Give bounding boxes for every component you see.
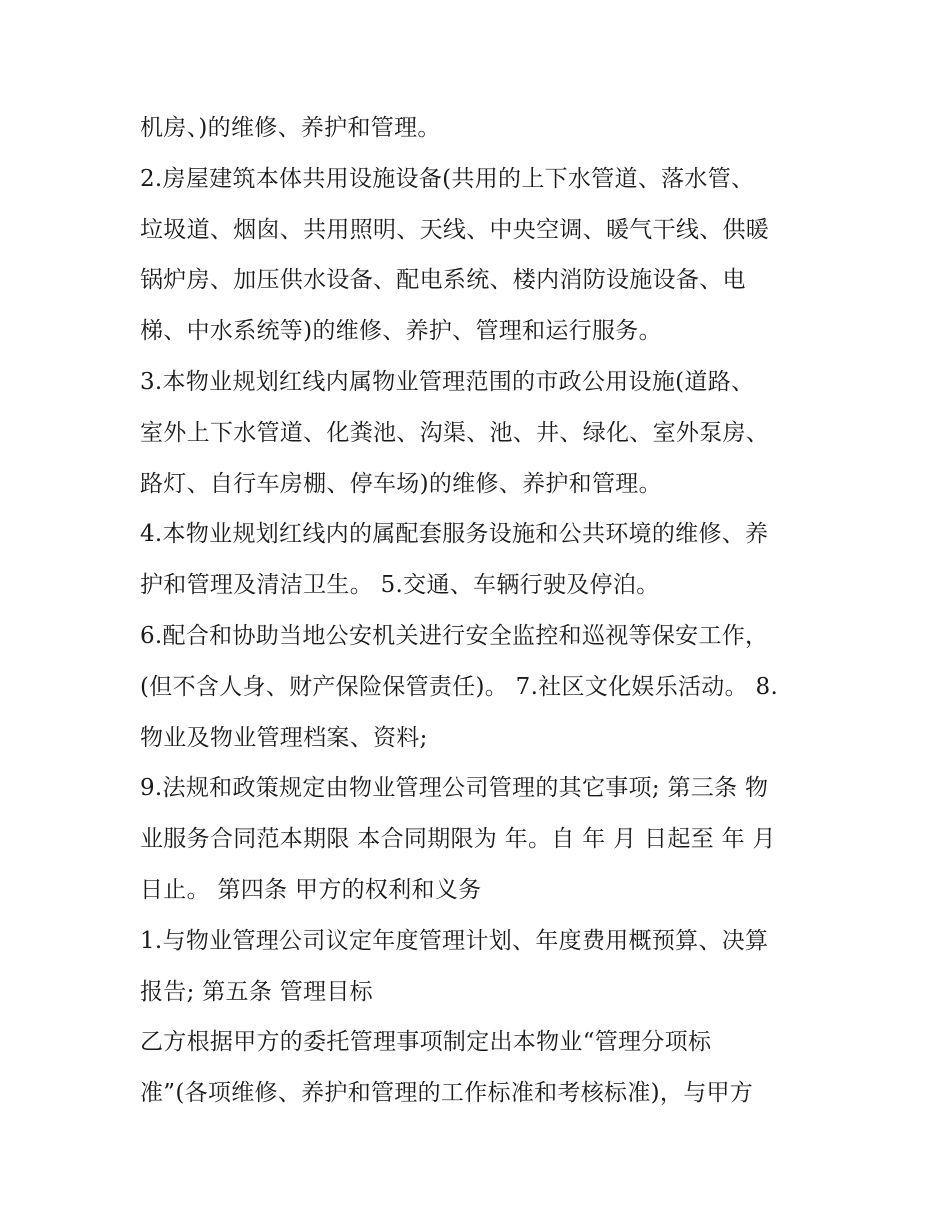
text-line: 9.法规和政策规定由物业管理公司管理的其它事项; 第三条 物 — [140, 775, 769, 802]
text-line: 路灯、自行车房棚、停车场)的维修、养护和管理。 — [140, 470, 662, 497]
text-line: 机房、)的维修、养护和管理。 — [140, 115, 441, 141]
document-body — [140, 103, 820, 1119]
text-line: 锅炉房、加压供水设备、配电系统、楼内消防设施设备、电 — [140, 267, 746, 294]
text-line: 2.房屋建筑本体共用设施设备(共用的上下水管道、落水管、 — [140, 165, 755, 192]
text-line: (但不含人身、财产保险保管责任)。 7.社区文化娱乐活动。 8. — [140, 673, 779, 700]
text-line: 护和管理及清洁卫生。 5.交通、车辆行驶及停泊。 — [140, 572, 660, 599]
text-line: 4.本物业规划红线内的属配套服务设施和公共环境的维修、养 — [140, 521, 769, 548]
text-line: 业服务合同范本期限 本合同期限为 年。自 年 月 日起至 年 月 — [140, 826, 776, 853]
text-line: 日止。 第四条 甲方的权利和义务 — [140, 876, 482, 903]
text-line: 物业及物业管理档案、资料; — [140, 724, 428, 751]
text-line: 报告; 第五条 管理目标 — [140, 978, 373, 1005]
text-line: 3.本物业规划红线内属物业管理范围的市政公用设施(道路、 — [140, 368, 755, 395]
text-line: 室外上下水管道、化粪池、沟渠、池、井、绿化、室外泵房、 — [140, 419, 770, 446]
text-line: 准”(各项维修、养护和管理的工作标准和考核标准)，与甲方 — [140, 1080, 754, 1107]
text-line: 垃圾道、烟囱、共用照明、天线、中央空调、暖气干线、供暖 — [140, 216, 770, 243]
text-line: 6.配合和协助当地公安机关进行安全监控和巡视等保安工作， — [140, 622, 769, 649]
text-line: 乙方根据甲方的委托管理事项制定出本物业“管理分项标 — [140, 1029, 712, 1056]
text-line: 1.与物业管理公司议定年度管理计划、年度费用概预算、决算 — [140, 927, 769, 954]
text-line: 梯、中水系统等)的维修、养护、管理和运行服务。 — [140, 318, 662, 345]
